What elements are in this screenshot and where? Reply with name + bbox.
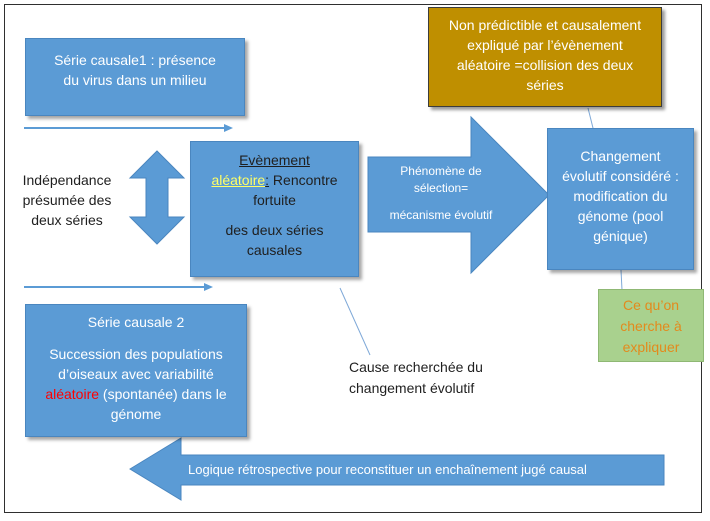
cequon-line3: expliquer	[622, 339, 680, 355]
phenomene-line2: sélection=	[413, 181, 469, 195]
evenement-line3: des deux séries	[225, 222, 324, 238]
connector-cause	[340, 288, 370, 355]
evenement-line1	[191, 170, 358, 190]
serie2-rest: (spontanée) dans le	[99, 386, 227, 402]
thin-arrow-serie2	[24, 283, 213, 291]
evenement-aleatoire: aléatoire	[211, 172, 266, 188]
serie1-line1: Série causale1 : présence	[54, 52, 216, 68]
nonpredictible-line2: expliqué par l’évènement	[467, 37, 623, 53]
independance-line2: présumée des	[22, 192, 112, 208]
cause-label	[330, 357, 510, 399]
phenomene-line1: Phénomène de	[400, 164, 482, 178]
thin-arrow-serie1	[24, 124, 233, 132]
serie2-title: Série causale 2	[87, 314, 185, 330]
phenomene-line3: mécanisme évolutif	[389, 208, 493, 222]
cequon-line2: cherche à	[620, 318, 682, 334]
nonpredictible-line4: séries	[526, 77, 564, 93]
independance-line1: Indépendance	[22, 172, 112, 188]
serie2-aleatoire: aléatoire	[45, 386, 100, 402]
cequon-line1: Ce qu’on	[622, 297, 680, 313]
evenement-colon: :	[265, 172, 270, 188]
serie2-line1: Succession des populations	[49, 346, 223, 362]
changement-line2: évolutif considéré :	[562, 168, 679, 184]
evenement-rest1: Rencontre	[269, 172, 338, 188]
phenomene-label	[368, 163, 514, 224]
changement-line1: Changement	[580, 148, 661, 164]
nonpredictible-line3: aléatoire =collision des deux	[456, 57, 634, 73]
evenement-title: Evènement	[239, 152, 310, 168]
evenement-line4: causales	[246, 242, 303, 258]
evenement-line2: fortuite	[253, 192, 296, 208]
independance-line3: deux séries	[31, 212, 103, 228]
independance-label	[12, 170, 122, 230]
changement-line4: génome (pool	[577, 208, 664, 224]
nonpredictible-line1: Non prédictible et causalement	[448, 17, 642, 33]
changement-box	[547, 128, 694, 270]
cequon-box	[598, 289, 704, 362]
cause-line2: changement évolutif	[349, 380, 475, 396]
nonpredictible-box	[428, 7, 662, 107]
evenement-box	[190, 141, 359, 277]
serie-causale-1-box	[25, 38, 245, 116]
cause-line1: Cause recherchée du	[349, 359, 483, 375]
serie2-line3	[26, 384, 246, 404]
connector-cequon	[621, 270, 622, 290]
serie2-line4: génome	[110, 406, 162, 422]
changement-line3: modification du	[573, 188, 668, 204]
serie1-line2: du virus dans un milieu	[63, 72, 207, 88]
serie-causale-2-box	[25, 304, 247, 437]
logique-label: Logique rétrospective pour reconstituer un enchaînement jugé causal	[188, 462, 587, 477]
serie2-line2: d’oiseaux avec variabilité	[58, 366, 214, 382]
changement-line5: génique)	[593, 228, 648, 244]
double-arrow-independance	[130, 151, 184, 244]
